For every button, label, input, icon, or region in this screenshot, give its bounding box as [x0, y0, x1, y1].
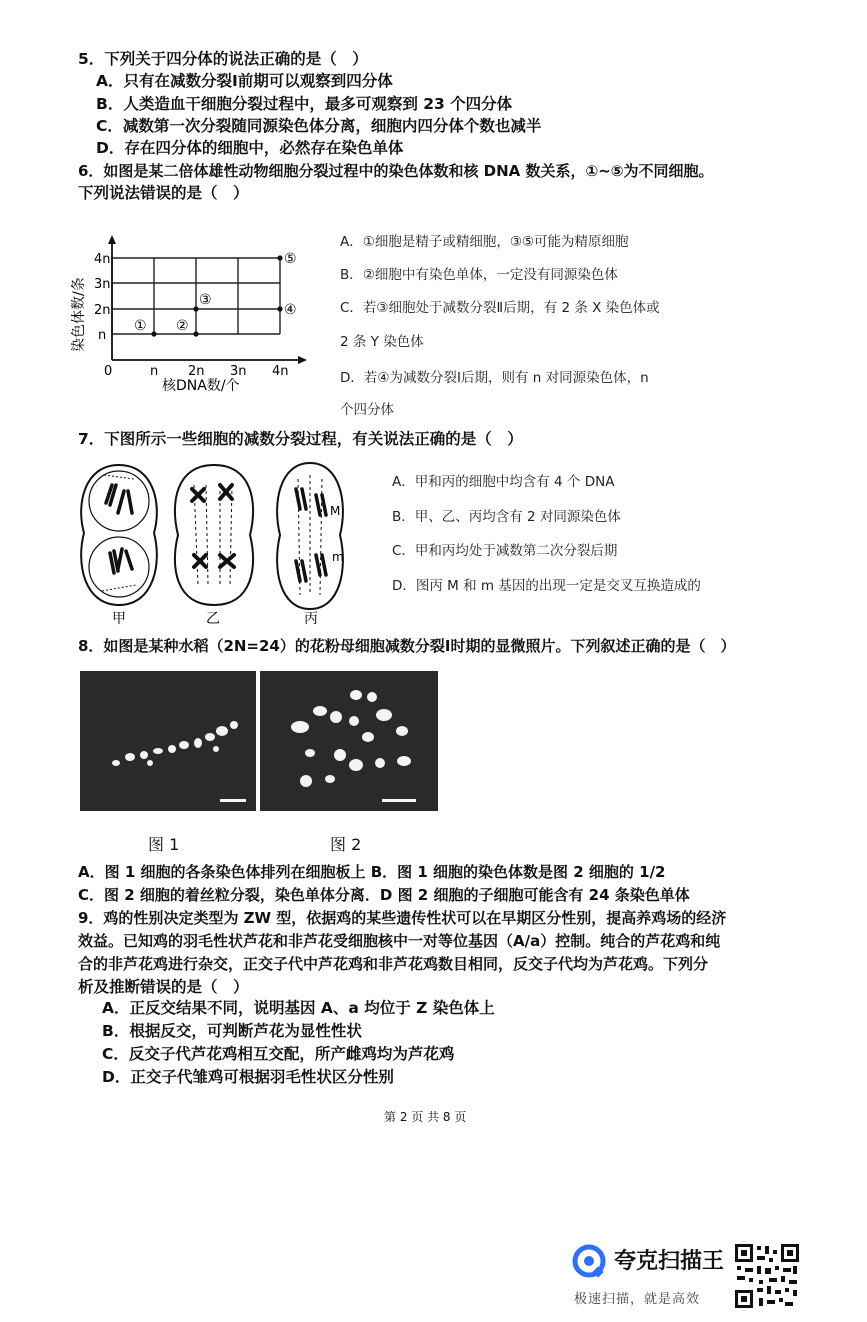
q9-option-d: D．正交子代雏鸡可根据羽毛性状区分性别	[102, 1068, 394, 1086]
y-tick-2n: 2n	[94, 303, 111, 318]
q7-option-c: C．甲和丙均处于减数第二次分裂后期	[392, 543, 618, 559]
caption-fig1: 图 1	[148, 835, 180, 854]
q5-option-b: B．人类造血干细胞分裂过程中，最多可观察到 23 个四分体	[96, 95, 513, 113]
q9-stem-line3: 合的非芦花鸡进行杂交，正交子代中芦花鸡和非芦花鸡数目相同，反交子代均为芦花鸡。下列分	[78, 955, 709, 973]
point-1	[151, 331, 156, 336]
x-tick-n: n	[150, 364, 159, 379]
q7-stem: 7．下图所示一些细胞的减数分裂过程，有关说法正确的是（ ）	[78, 430, 523, 448]
qr-code-icon	[733, 1242, 801, 1310]
x-tick-4n: 4n	[272, 364, 289, 379]
q9-stem-line2: 效益。已知鸡的羽毛性状芦花和非芦花受细胞核中一对等位基因（A/a）控制。纯合的芦花鸡和纯	[78, 932, 721, 950]
q7-option-a: A．甲和丙的细胞中均含有 4 个 DNA	[392, 474, 615, 490]
point-3	[193, 306, 198, 311]
point-label-4: ④	[284, 302, 297, 318]
q6-option-c: C．若③细胞处于减数分裂Ⅱ后期，有 2 条 X 染色体或	[340, 300, 660, 316]
q6-chart	[70, 232, 310, 392]
q6-stem-line1: 6．如图是某二倍体雄性动物细胞分裂过程中的染色体数和核 DNA 数关系，①~⑤为不同细胞。	[78, 162, 714, 180]
q5-option-d: D．存在四分体的细胞中，必然存在染色单体	[96, 139, 404, 157]
q8-stem: 8．如图是某种水稻（2N=24）的花粉母细胞减数分裂Ⅰ时期的显微照片。下列叙述正确的是（ ）	[78, 637, 736, 655]
q5-option-a: A．只有在减数分裂Ⅰ前期可以观察到四分体	[96, 72, 393, 90]
x-tick-3n: 3n	[230, 364, 247, 379]
q9-option-c: C．反交子代芦花鸡相互交配，所产雌鸡均为芦花鸡	[102, 1045, 455, 1063]
q6-option-a: A．①细胞是精子或精细胞，③⑤可能为精原细胞	[340, 234, 629, 250]
q6-option-d-cont: 个四分体	[340, 402, 394, 418]
point-label-2: ②	[176, 318, 189, 334]
point-label-1: ①	[134, 318, 147, 334]
quark-logo-icon	[572, 1244, 606, 1278]
gene-label-M: M	[330, 504, 341, 518]
q6-option-d: D．若④为减数分裂Ⅰ后期，则有 n 对同源染色体，n	[340, 370, 649, 386]
point-label-5: ⑤	[284, 251, 297, 267]
q9-stem-line4: 析及推断错误的是（ ）	[78, 978, 249, 996]
q8-options-cd: C．图 2 细胞的着丝粒分裂，染色单体分离．D 图 2 细胞的子细胞可能含有 24 条染色单体	[78, 886, 690, 904]
point-5	[277, 255, 282, 260]
origin-label: 0	[104, 364, 113, 379]
label-bing: 丙	[304, 611, 318, 627]
cell-yi	[175, 465, 253, 605]
x-axis-title: 核DNA数/个	[162, 378, 240, 392]
micrograph-1	[80, 671, 256, 811]
label-yi: 乙	[206, 611, 220, 627]
x-tick-2n: 2n	[188, 364, 205, 379]
q7-cell-figure	[74, 455, 374, 627]
q5-stem: 5．下列关于四分体的说法正确的是（ ）	[78, 50, 368, 68]
y-tick-3n: 3n	[94, 277, 111, 292]
point-label-3: ③	[199, 292, 212, 308]
brand-name: 夸克扫描王	[614, 1249, 725, 1274]
q7-option-b: B．甲、乙、丙均含有 2 对同源染色体	[392, 509, 621, 525]
micrograph-2	[260, 671, 438, 811]
q9-option-a: A．正反交结果不同，说明基因 A、a 均位于 Z 染色体上	[102, 999, 495, 1017]
q6-option-c-cont: 2 条 Y 染色体	[340, 334, 424, 350]
brand-slogan: 极速扫描，就是高效	[574, 1292, 701, 1307]
point-2	[193, 331, 198, 336]
y-axis-title: 染色体数/条	[71, 277, 87, 352]
q9-stem-line1: 9．鸡的性别决定类型为 ZW 型，依据鸡的某些遗传性状可以在早期区分性别，提高养鸡场的经济	[78, 909, 727, 927]
q6-stem-line2: 下列说法错误的是（ ）	[78, 184, 249, 202]
point-4	[277, 306, 282, 311]
page-footer: 第 2 页 共 8 页	[384, 1110, 467, 1124]
q7-option-d: D．图丙 M 和 m 基因的出现一定是交叉互换造成的	[392, 578, 701, 594]
label-jia: 甲	[112, 611, 126, 627]
gene-label-m: m	[332, 550, 344, 564]
caption-fig2: 图 2	[330, 835, 362, 854]
q9-option-b: B．根据反交，可判断芦花为显性性状	[102, 1022, 362, 1040]
q6-option-b: B．②细胞中有染色单体，一定没有同源染色体	[340, 267, 618, 283]
y-tick-n: n	[98, 328, 107, 343]
q8-options-ab: A．图 1 细胞的各条染色体排列在细胞板上 B．图 1 细胞的染色体数是图 2 细胞的 1/2	[78, 863, 666, 881]
y-tick-4n: 4n	[94, 252, 111, 267]
q5-option-c: C．减数第一次分裂随同源染色体分离，细胞内四分体个数也减半	[96, 117, 542, 135]
